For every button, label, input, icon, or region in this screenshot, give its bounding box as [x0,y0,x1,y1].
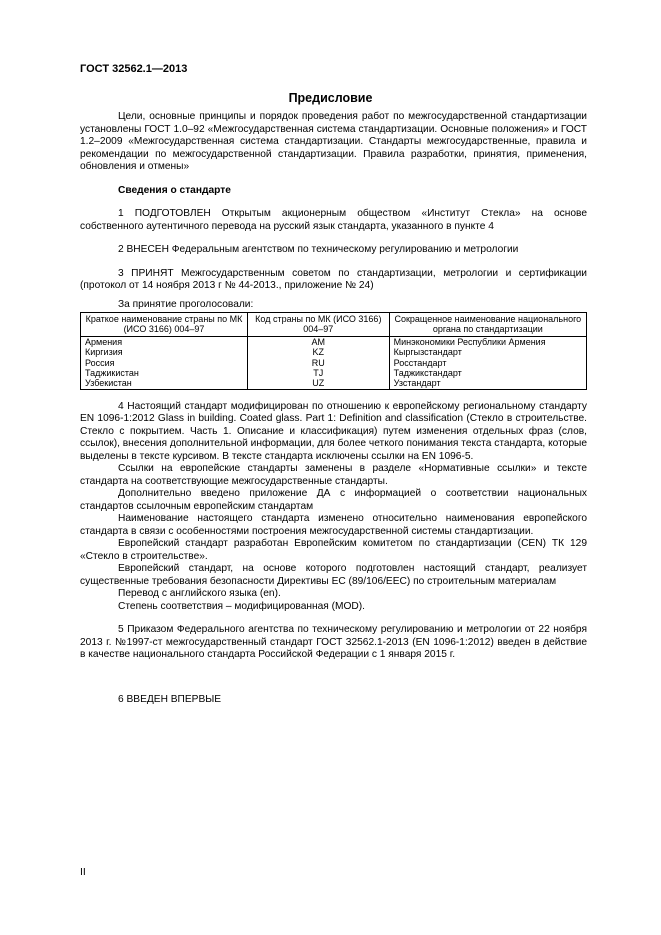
table-cell-code: TJ [247,368,389,378]
item-3-paragraph: 3 ПРИНЯТ Межгосударственным советом по стандартизации, метрологии и сертификации (протокол от 14 ноября 2013 г № 44-2013., приложение № 24) [80,267,587,291]
table-cell-organ: Таджикстандарт [389,368,586,378]
table-row [81,378,587,389]
table-cell-country: Узбекистан [81,378,248,389]
table-header-country: Краткое наименование страны по МК (ИСО 3166) 004–97 [81,313,248,337]
table-cell-country: Таджикистан [81,368,248,378]
item-5-paragraph: 5 Приказом Федерального агентства по техническому регулированию и метрологии от 22 ноября 2013 г. №1997-ст межгосударственный стандарт ГОСТ 32562.1-2013 (EN 1096-1:2012) введен в действие в качестве национального стандарта Российской Федерации с 1 января 2015 г. [80,624,587,661]
table-cell-country: Армения [81,336,248,347]
table-cell-code: RU [247,358,389,368]
item-4-translation-paragraph: Перевод с английского языка (en). [118,588,281,600]
table-cell-organ: Кыргызстандарт [389,347,586,357]
table-cell-country: Россия [81,358,248,368]
table-cell-country: Киргизия [81,347,248,357]
item-4-annex-paragraph: Дополнительно введено приложение ДА с информацией о соответствии национальных стандартов ссылочным европейским стандартам [80,488,587,512]
page-title: Предисловие [288,91,373,105]
item-1-paragraph: 1 ПОДГОТОВЛЕН Открытым акционерным обществом «Институт Стекла» на основе собственного аутентичного перевода на русский язык стандарта, указанного в пункте 4 [80,208,587,232]
table-row [81,347,587,357]
table-header-code: Код страны по МК (ИСО 3166) 004–97 [247,313,389,337]
section-heading: Сведения о стандарте [118,184,231,196]
table-cell-organ: Росстандарт [389,358,586,368]
document-body [80,111,587,706]
item-6-paragraph: 6 ВВЕДЕН ВПЕРВЫЕ [118,693,222,705]
page-number: II [80,866,86,878]
table-row [81,336,587,347]
item-4-references-paragraph: Ссылки на европейские стандарты заменены в разделе «Нормативные ссылки» и тексте стандарта на соответствующие межгосударственные стандарты. [80,463,587,487]
table-header-row [81,313,587,337]
item-4-conformity-paragraph: Степень соответствия – модифицированная (MOD). [118,600,366,612]
item-4-paragraph: 4 Настоящий стандарт модифицирован по отношению к европейскому региональному стандарту EN 1096-1:2012 Glass in building. Coated glass. Part 1: Definition and classification (Стекло в строительстве. Стекло с покрытием. Часть 1. Описание и классификация) путем изменения отдельных фраз (слов, ссылок), внесения дополнительной информации, для более четкого понимания текста стандарта, которые выделены в тексте курсивом. В тексте стандарта исключены ссылки на EN 1096-5. [80,400,587,462]
table-cell-organ: Минэкономики Республики Армения [389,336,586,347]
table-cell-code: KZ [247,347,389,357]
item-4-developer-paragraph: Европейский стандарт разработан Европейским комитетом по стандартизации (CEN) ТК 129 «Стекло в строительстве». [80,538,587,562]
intro-paragraph: Цели, основные принципы и порядок проведения работ по межгосударственной стандартизации установлены ГОСТ 1.0–92 «Межгосударственная система стандартизации. Основные положения» и ГОСТ 1.2–2009 «Межгосударственная система стандартизации. Стандарты межгосударственные, правила и рекомендации по межгосударственной стандартизации. Правила разработки, принятия, применения, обновления и отмены» [80,111,587,172]
voting-table [80,312,587,390]
table-cell-code: AM [247,336,389,347]
item-4-title-change-paragraph: Наименование настоящего стандарта изменено относительно наименования европейского стандарта в связи с особенностями построения межгосударственной системы стандартизации. [80,513,587,537]
voted-label: За принятие проголосовали: [118,298,254,310]
table-cell-code: UZ [247,378,389,389]
table-row [81,358,587,368]
table-cell-organ: Узстандарт [389,378,586,389]
table-row [81,368,587,378]
document-id: ГОСТ 32562.1—2013 [80,63,188,75]
table-header-organ: Сокращенное наименование национального органа по стандартизации [389,313,586,337]
item-4-directive-paragraph: Европейский стандарт, на основе которого подготовлен настоящий стандарт, реализует существенные требования безопасности Директивы ЕС (89/106/EEC) по строительным материалам [80,563,587,587]
item-2-paragraph: 2 ВНЕСЕН Федеральным агентством по техническому регулированию и метрологии [118,244,519,255]
